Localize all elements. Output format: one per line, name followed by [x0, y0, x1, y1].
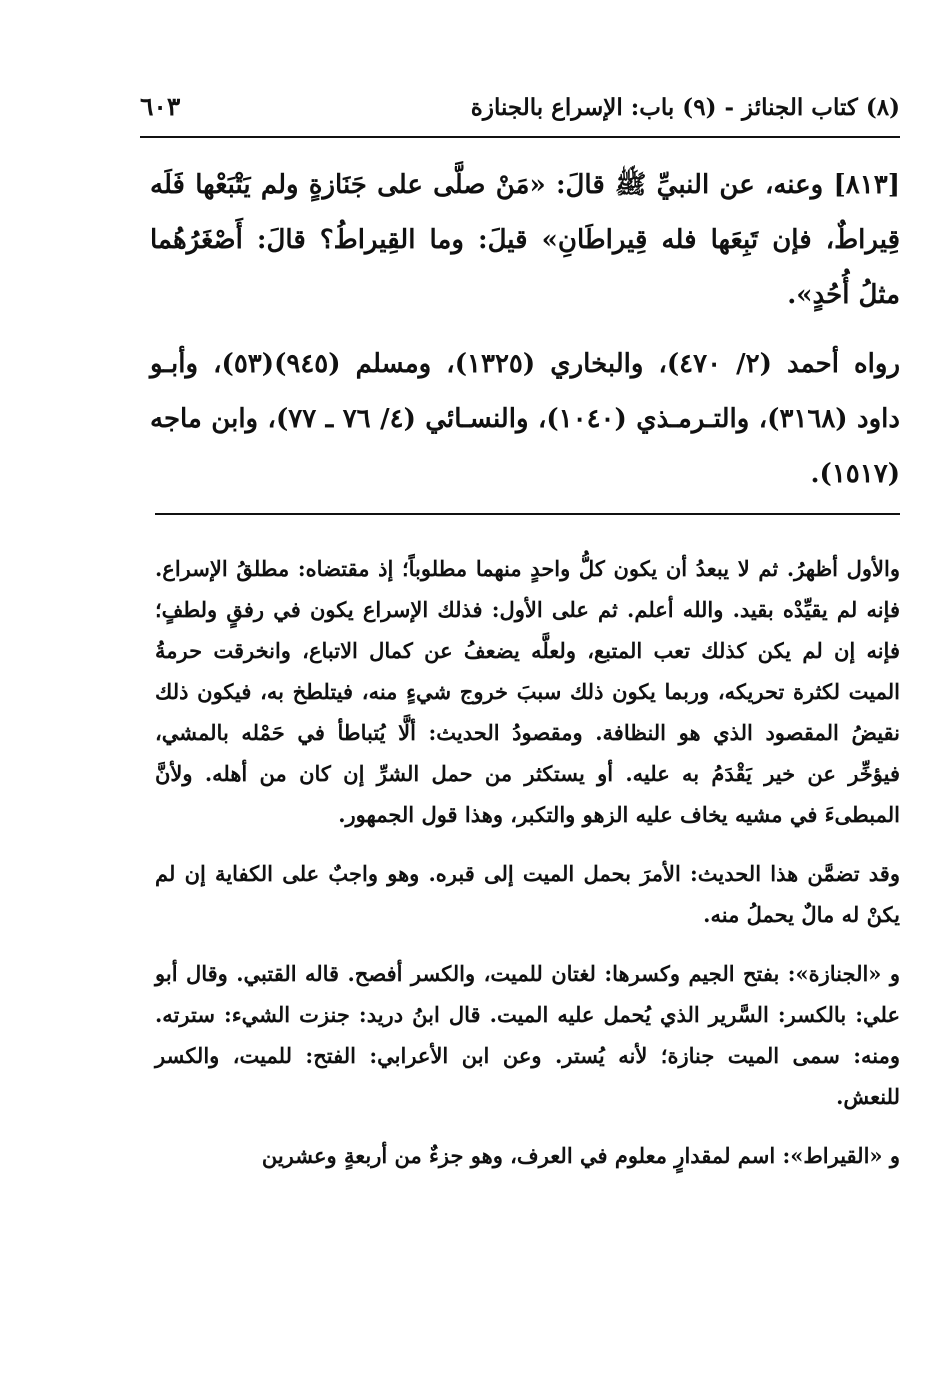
hadith-number: [٨١٣]	[833, 170, 900, 200]
takhrij-paragraph: رواه أحمد (٢/ ٤٧٠)، والبخاري (١٣٢٥)، ومسلم (٩٤٥)(٥٣)، وأبـو داود (٣١٦٨)، والتـرمـذي (١٠٤٠)، والنسـائي (٤/ ٧٦ ـ ٧٧)، وابن ماجه (١٥١٧).	[150, 349, 900, 489]
commentary-paragraph-4: و «القيراط»: اسم لمقدارٍ معلوم في العرف، وهو جزءٌ من أربعةٍ وعشرين	[261, 1143, 900, 1168]
hadith-text: وعنه، عن النبيِّ ﷺ قالَ: «مَنْ صلَّى على جَنَازةٍ ولم يَتْبَعْها فَلَه قِيراطٌ، فإن تَبِعَها فله قِيراطَانِ» قيلَ: وما القِيراطُ؟ قالَ: أَصْغَرُهُما مثلُ أُحُدٍ».	[150, 170, 900, 310]
commentary-paragraph-3: و «الجنازة»: بفتح الجيم وكسرها: لغتان للميت، والكسر أفصح. قاله القتبي. وقال أبو علي: بالكسر: السَّرير الذي يُحمل عليه الميت. قال ابنُ دريد: جنزت الشيء: سترته. ومنه: سمى الميت جنازة؛ لأنه يُستر. وعن ابن الأعرابي: الفتح: للميت، والكسر للنعش.	[155, 961, 900, 1109]
page-number: ٦٠٣	[140, 92, 181, 121]
footnote-separator	[155, 513, 900, 515]
header-rule	[140, 136, 900, 138]
hadith-paragraph	[150, 158, 900, 323]
commentary-block	[155, 548, 900, 1176]
page-header	[140, 92, 900, 121]
commentary-paragraph-1: والأول أظهرُ. ثم لا يبعدُ أن يكون كلُّ واحدٍ منهما مطلوباً؛ إذ مقتضاه: مطلقُ الإسراع. فإنه لم يقيِّدْه بقيد. والله أعلم. ثم على الأول: فذلك الإسراع يكون في رفقٍ ولطفٍ؛ فإنه إن لم يكن كذلك تعب المتبع، ولعلَّه يضعفُ عن كمال الاتباع، وانخرقت حرمةُ الميت لكثرة تحريكه، وربما يكون ذلك سببَ خروج شيءٍ منه، فيتلطخ به، فيكون ذلك نقيضُ المقصود الذي هو النظافة. ومقصودُ الحديث: ألَّا يُتباطأ في حَمْله بالمشي، فيؤخِّر عن خير يَقْدَمُ به عليه. أو يستكثر من حمل الشرِّ إن كان من أهله. ولأنَّ المبطىءَ في مشيه يخاف عليه الزهو والتكبر، وهذا قول الجمهور.	[155, 556, 900, 827]
running-head: (٨) كتاب الجنائز - (٩) باب: الإسراع بالجنازة	[470, 94, 900, 121]
commentary-paragraph-2: وقد تضمَّن هذا الحديث: الأمرَ بحمل الميت إلى قبره. وهو واجبٌ على الكفاية إن لم يكنْ له مالٌ يحملُ منه.	[155, 861, 900, 927]
hadith-block	[150, 158, 900, 502]
